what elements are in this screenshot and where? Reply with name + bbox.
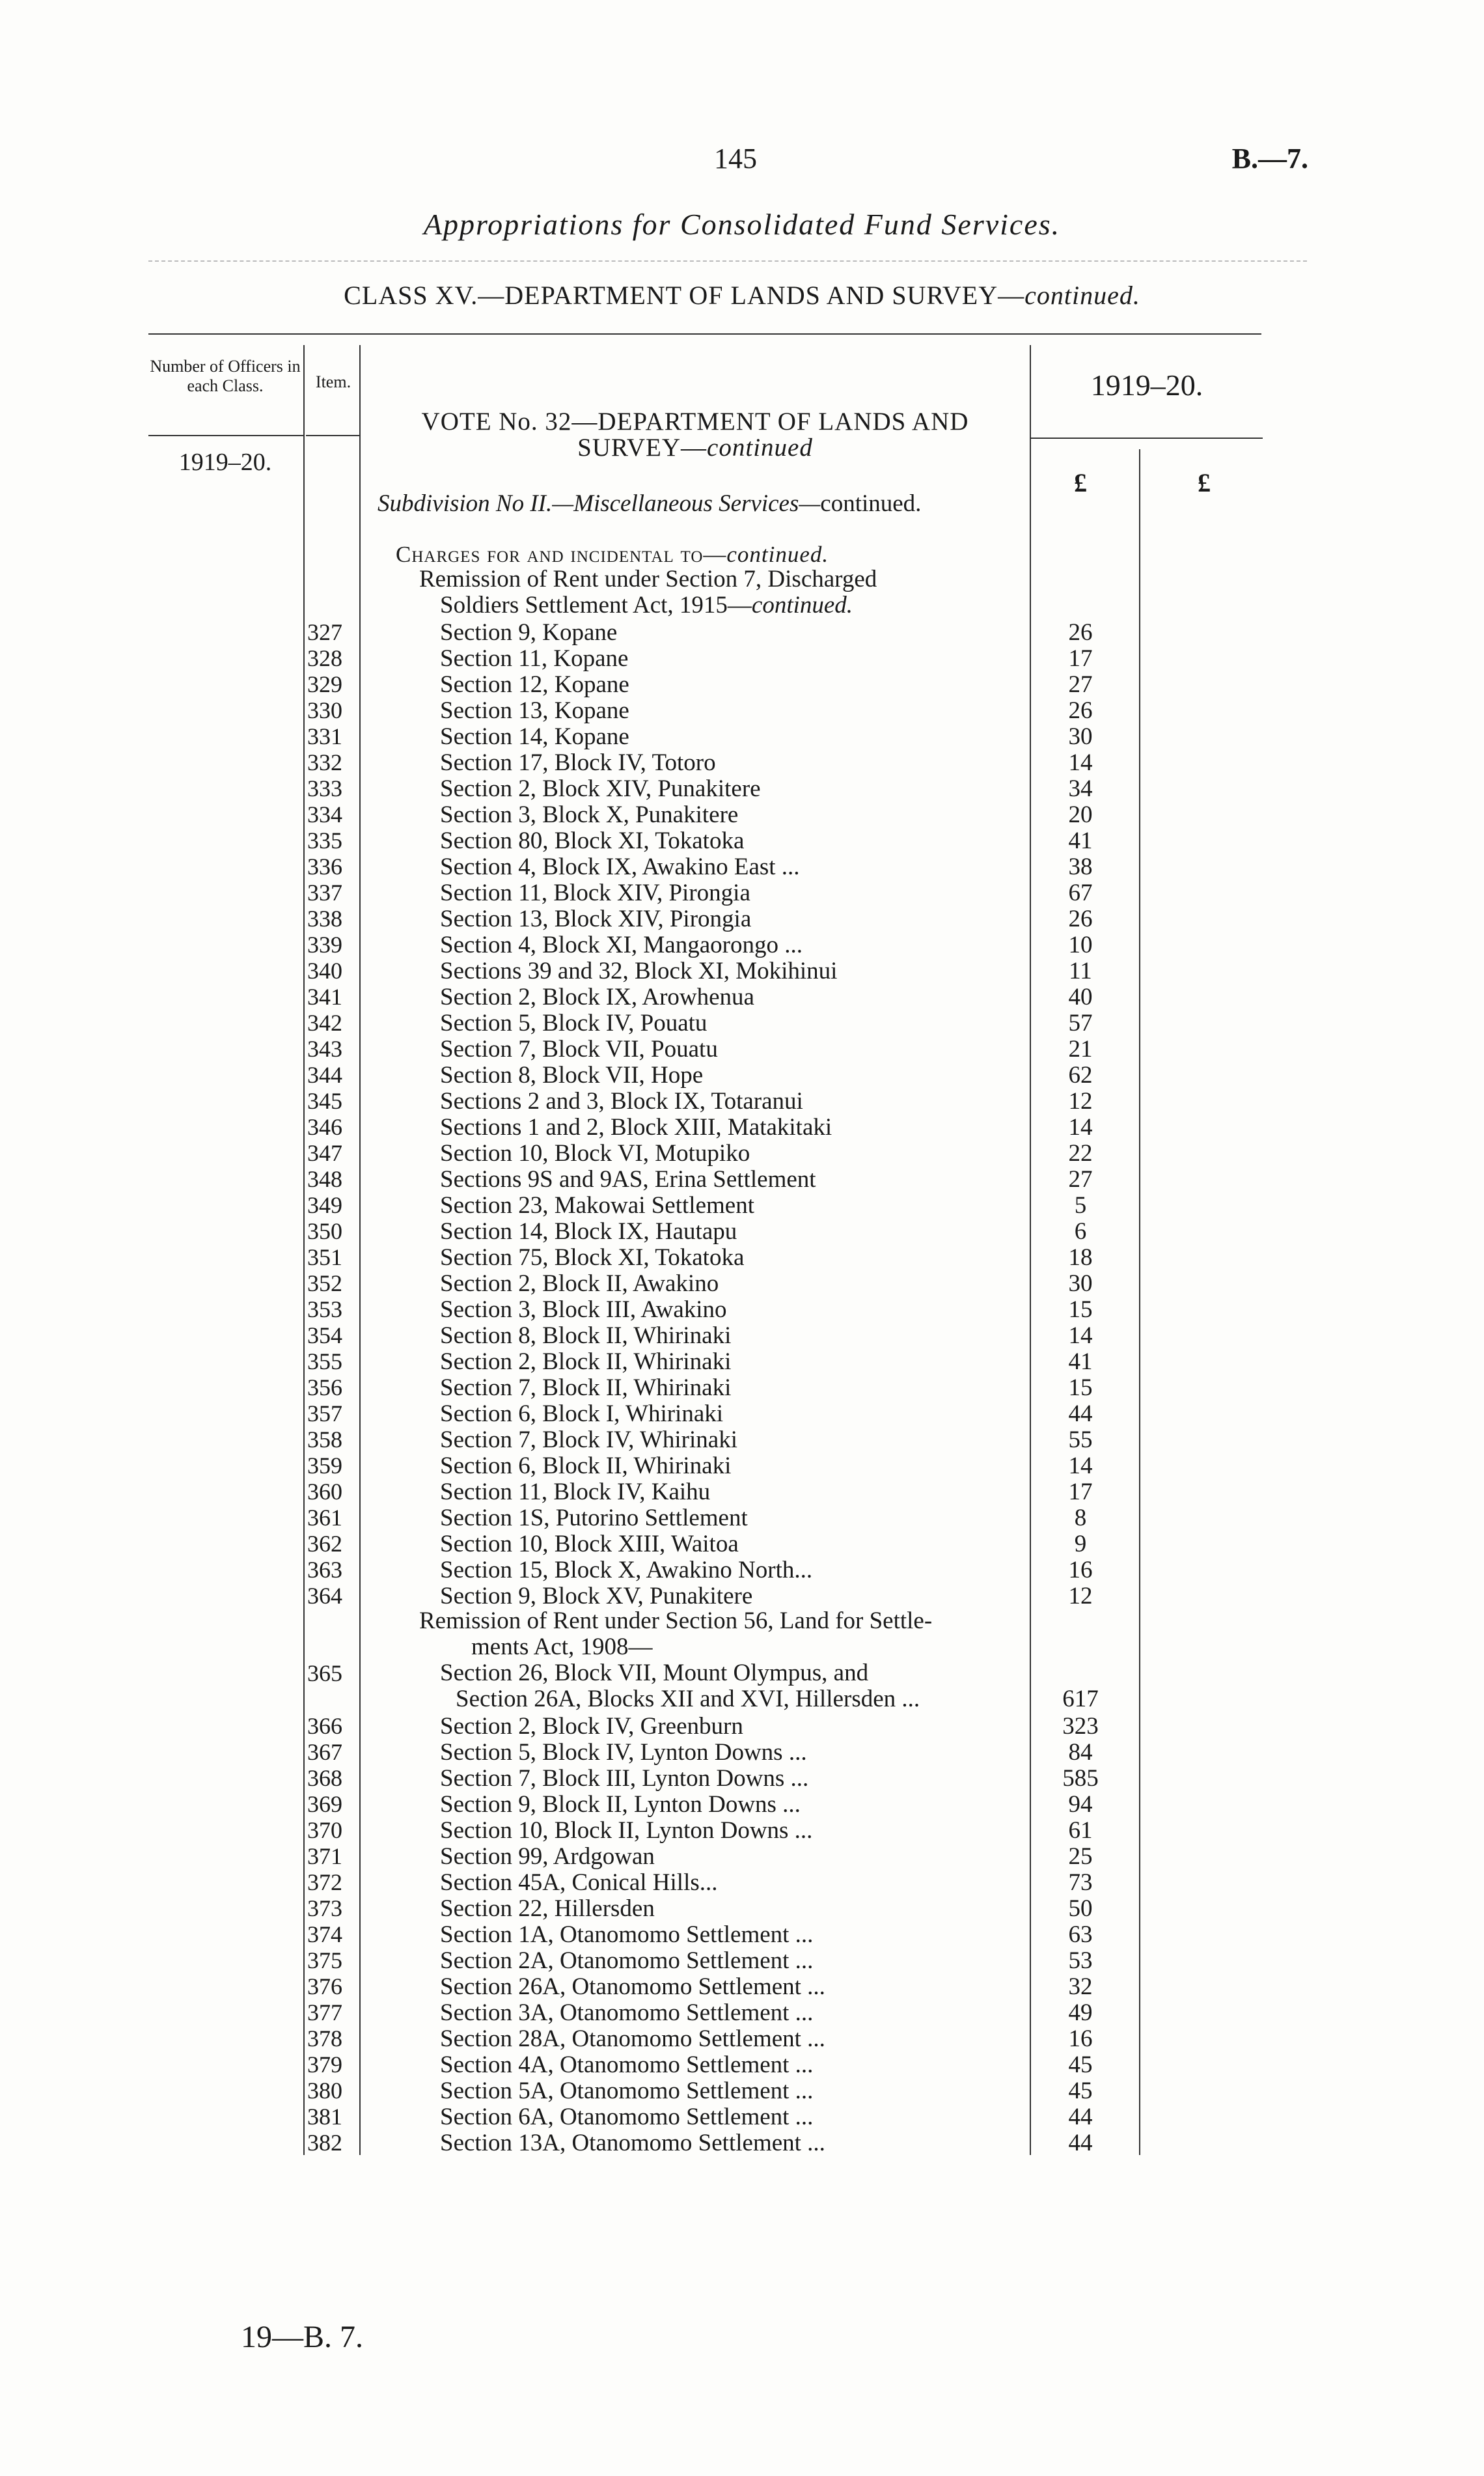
item-amount: 61	[1068, 1817, 1093, 1844]
item-description: Section 17, Block IV, Totoro	[440, 749, 716, 776]
item-amount: 323	[1062, 1713, 1099, 1740]
item-number: 358	[307, 1426, 342, 1453]
item-number: 370	[307, 1817, 342, 1843]
item-amount: 26	[1068, 906, 1093, 932]
item-description: Sections 39 and 32, Block XI, Mokihinui	[440, 958, 838, 984]
page-title: Appropriations for Consolidated Fund Services.	[423, 208, 1061, 241]
item-amount: 15	[1068, 1296, 1093, 1323]
item-number: 367	[307, 1739, 342, 1765]
charges-continued: continued.	[726, 542, 829, 567]
vote-title-continued: continued	[707, 434, 813, 462]
item-amount: 45	[1068, 2078, 1093, 2104]
class-heading	[0, 280, 1484, 311]
item-amount: 55	[1068, 1426, 1093, 1453]
item-description: Sections 9S and 9AS, Erina Settlement	[440, 1166, 816, 1193]
item-description: Section 80, Block XI, Tokatoka	[440, 828, 745, 854]
item-number: 379	[307, 2052, 342, 2078]
item-description: Section 9, Block XV, Punakitere	[440, 1583, 753, 1609]
item-number: 355	[307, 1348, 342, 1374]
item-column-header: Item.	[315, 372, 351, 391]
item-description: Section 10, Block XIII, Waitoa	[440, 1531, 739, 1557]
item-description: Section 75, Block XI, Tokatoka	[440, 1244, 745, 1271]
item-number: 369	[307, 1791, 342, 1817]
item-number: 347	[307, 1140, 342, 1166]
item-description: Section 13, Block XIV, Pirongia	[440, 906, 752, 932]
item-amount: 84	[1068, 1739, 1093, 1766]
item-number: 344	[307, 1062, 342, 1088]
subdivision-heading	[378, 490, 1028, 518]
amount-column-divider	[1139, 449, 1140, 2155]
item-description: Section 3, Block III, Awakino	[440, 1296, 727, 1323]
item-number: 381	[307, 2104, 342, 2130]
item-amount: 14	[1068, 1114, 1093, 1141]
item-number: 336	[307, 854, 342, 880]
item-description: Section 7, Block II, Whirinaki	[440, 1374, 732, 1401]
item-number: 371	[307, 1843, 342, 1869]
item-amount: 73	[1068, 1869, 1093, 1896]
item-amount: 15	[1068, 1374, 1093, 1401]
item-description: Section 2A, Otanomomo Settlement ...	[440, 1947, 814, 1974]
item-description: Section 28A, Otanomomo Settlement ...	[440, 2025, 825, 2052]
item-description: Section 7, Block VII, Pouatu	[440, 1036, 718, 1063]
item-number: 364	[307, 1583, 342, 1609]
item-number: 375	[307, 1947, 342, 1973]
item-number: 337	[307, 880, 342, 906]
item-amount: 38	[1068, 854, 1093, 880]
item-number: 340	[307, 958, 342, 984]
document-reference: B.—7.	[1231, 143, 1308, 174]
item-amount: 22	[1068, 1140, 1093, 1167]
item-amount: 63	[1068, 1921, 1093, 1948]
item-description: Section 2, Block IV, Greenburn	[440, 1713, 743, 1740]
item-number: 348	[307, 1166, 342, 1192]
item-description: Section 14, Kopane	[440, 723, 629, 750]
charges-heading	[396, 542, 1027, 568]
item-number: 373	[307, 1895, 342, 1921]
item-amount: 94	[1068, 1791, 1093, 1818]
item-description: Section 10, Block II, Lynton Downs ...	[440, 1817, 813, 1844]
item-number: 362	[307, 1531, 342, 1557]
item-amount: 32	[1068, 1973, 1093, 2000]
item-amount: 12	[1068, 1583, 1093, 1609]
item-amount: 30	[1068, 723, 1093, 750]
subdivision-title: Subdivision No II.—Miscellaneous Services—	[378, 490, 821, 517]
item-amount: 12	[1068, 1088, 1093, 1115]
item-amount: 14	[1068, 1322, 1093, 1349]
item-number: 334	[307, 801, 342, 828]
item-number: 377	[307, 1999, 342, 2025]
item-number: 341	[307, 984, 342, 1010]
item-number: 360	[307, 1479, 342, 1505]
item-description: Sections 2 and 3, Block IX, Totaranui	[440, 1088, 803, 1115]
item-number: 331	[307, 723, 342, 749]
item-description: Section 9, Block II, Lynton Downs ...	[440, 1791, 801, 1818]
class-heading-text: CLASS XV.—DEPARTMENT OF LANDS AND SURVEY—	[344, 281, 1025, 310]
page-number: 145	[714, 143, 757, 174]
item-description: Section 6, Block I, Whirinaki	[440, 1400, 724, 1427]
item-description: Section 1A, Otanomomo Settlement ...	[440, 1921, 814, 1948]
remission-section-56-line-1: Remission of Rent under Section 56, Land for Settle-	[419, 1607, 933, 1634]
item-amount: 25	[1068, 1843, 1093, 1870]
item-amount: 14	[1068, 749, 1093, 776]
item-number: 349	[307, 1192, 342, 1218]
item-365-description-line-1: Section 26, Block VII, Mount Olympus, and	[440, 1660, 869, 1686]
item-number: 332	[307, 749, 342, 775]
item-description: Section 99, Ardgowan	[440, 1843, 655, 1870]
item-description: Section 11, Block XIV, Pirongia	[440, 880, 750, 906]
item-amount: 17	[1068, 645, 1093, 672]
item-number: 361	[307, 1505, 342, 1531]
item-description: Section 45A, Conical Hills...	[440, 1869, 718, 1896]
pound-header-2: £	[1198, 468, 1211, 497]
item-description: Section 1S, Putorino Settlement	[440, 1505, 748, 1531]
item-amount: 30	[1068, 1270, 1093, 1297]
item-number: 363	[307, 1557, 342, 1583]
item-description: Section 2, Block II, Awakino	[440, 1270, 719, 1297]
item-number: 380	[307, 2078, 342, 2104]
vote-title-survey: SURVEY—	[577, 434, 708, 462]
item-amount: 34	[1068, 775, 1093, 802]
item-description: Section 3A, Otanomomo Settlement ...	[440, 1999, 814, 2026]
item-number: 368	[307, 1765, 342, 1791]
item-description: Section 4, Block IX, Awakino East ...	[440, 854, 800, 880]
item-description: Section 11, Kopane	[440, 645, 629, 672]
item-description: Section 4, Block XI, Mangaorongo ...	[440, 932, 803, 958]
item-365-number: 365	[307, 1660, 342, 1686]
vote-title-line-2	[362, 435, 1028, 461]
item-amount: 27	[1068, 1166, 1093, 1193]
item-365-description-line-2: Section 26A, Blocks XII and XVI, Hillersden ...	[456, 1686, 920, 1712]
item-amount: 18	[1068, 1244, 1093, 1271]
item-amount: 17	[1068, 1479, 1093, 1505]
item-description: Section 5, Block IV, Pouatu	[440, 1010, 708, 1036]
page-footer-signature: 19—B. 7.	[241, 2320, 364, 2354]
table-top-rule	[148, 333, 1261, 335]
item-amount: 44	[1068, 2130, 1093, 2156]
item-number: 356	[307, 1374, 342, 1400]
item-number: 345	[307, 1088, 342, 1114]
item-number: 333	[307, 775, 342, 801]
item-number: 359	[307, 1453, 342, 1479]
item-description: Section 14, Block IX, Hautapu	[440, 1218, 737, 1245]
item-amount: 21	[1068, 1036, 1093, 1063]
year-column-header: 1919–20.	[1090, 369, 1203, 402]
item-amount: 6	[1074, 1218, 1087, 1245]
item-number: 351	[307, 1244, 342, 1270]
item-number: 335	[307, 828, 342, 854]
item-column-divider	[359, 345, 361, 2155]
remission-section-7-line-2	[440, 592, 1026, 619]
charges-text: Charges for and incidental to—	[396, 542, 727, 567]
item-amount: 57	[1068, 1010, 1093, 1036]
item-description: Section 5, Block IV, Lynton Downs ...	[440, 1739, 807, 1766]
item-description: Section 11, Block IV, Kaihu	[440, 1479, 711, 1505]
item-number: 350	[307, 1218, 342, 1244]
officers-column-header: Number of Officers in each Class.	[150, 357, 301, 395]
item-number: 327	[307, 619, 342, 645]
vote-title-line-1: VOTE No. 32—DEPARTMENT OF LANDS AND	[421, 408, 969, 436]
item-amount: 16	[1068, 1557, 1093, 1583]
remission-section-7-act: Soldiers Settlement Act, 1915—	[440, 592, 752, 619]
item-number: 376	[307, 1973, 342, 1999]
item-description: Section 3, Block X, Punakitere	[440, 801, 739, 828]
item-number: 378	[307, 2025, 342, 2052]
item-amount: 8	[1074, 1505, 1087, 1531]
item-amount: 41	[1068, 1348, 1093, 1375]
item-amount: 5	[1074, 1192, 1087, 1219]
class-heading-continued: continued.	[1024, 281, 1140, 310]
item-description: Section 15, Block X, Awakino North...	[440, 1557, 813, 1583]
item-amount: 9	[1074, 1531, 1087, 1557]
item-description: Section 6, Block II, Whirinaki	[440, 1453, 732, 1479]
item-description: Section 12, Kopane	[440, 671, 629, 698]
item-number: 339	[307, 932, 342, 958]
item-amount: 26	[1068, 619, 1093, 646]
item-description: Section 7, Block IV, Whirinaki	[440, 1426, 737, 1453]
item-amount: 14	[1068, 1453, 1093, 1479]
item-amount: 26	[1068, 697, 1093, 724]
subdivision-continued: continued.	[820, 490, 922, 517]
item-description: Section 8, Block VII, Hope	[440, 1062, 704, 1089]
item-number: 357	[307, 1400, 342, 1426]
item-amount: 50	[1068, 1895, 1093, 1922]
item-number: 329	[307, 671, 342, 697]
item-number: 343	[307, 1036, 342, 1062]
item-description: Section 4A, Otanomomo Settlement ...	[440, 2052, 814, 2078]
item-description: Section 13A, Otanomomo Settlement ...	[440, 2130, 825, 2156]
officers-year-header: 1919–20.	[178, 449, 272, 476]
item-amount: 41	[1068, 828, 1093, 854]
item-description: Section 2, Block II, Whirinaki	[440, 1348, 732, 1375]
item-description: Section 2, Block XIV, Punakitere	[440, 775, 761, 802]
item-number: 328	[307, 645, 342, 671]
item-amount: 585	[1062, 1765, 1099, 1792]
item-amount: 20	[1068, 801, 1093, 828]
item-amount: 67	[1068, 880, 1093, 906]
item-amount: 44	[1068, 1400, 1093, 1427]
item-amount: 44	[1068, 2104, 1093, 2130]
pound-header-1: £	[1074, 468, 1087, 497]
item-number: 366	[307, 1713, 342, 1739]
item-amount: 49	[1068, 1999, 1093, 2026]
remission-section-56-line-2: ments Act, 1908—	[471, 1634, 653, 1660]
officers-header-rule	[148, 435, 305, 436]
item-description: Section 7, Block III, Lynton Downs ...	[440, 1765, 809, 1792]
item-number: 330	[307, 697, 342, 723]
year-header-rule	[1031, 438, 1263, 439]
item-number: 342	[307, 1010, 342, 1036]
item-number: 372	[307, 1869, 342, 1895]
item-number: 354	[307, 1322, 342, 1348]
officers-column-divider	[303, 345, 305, 2155]
item-number: 382	[307, 2130, 342, 2156]
item-description: Section 22, Hillersden	[440, 1895, 655, 1922]
item-365-amount: 617	[1062, 1686, 1099, 1712]
item-number: 346	[307, 1114, 342, 1140]
title-divider	[148, 260, 1307, 262]
item-description: Section 10, Block VI, Motupiko	[440, 1140, 750, 1167]
description-column-divider	[1030, 345, 1031, 2155]
item-number: 353	[307, 1296, 342, 1322]
item-amount: 16	[1068, 2025, 1093, 2052]
item-amount: 10	[1068, 932, 1093, 958]
item-amount: 53	[1068, 1947, 1093, 1974]
item-amount: 11	[1069, 958, 1092, 984]
remission-section-7-line-1: Remission of Rent under Section 7, Discharged	[419, 566, 877, 592]
item-number: 338	[307, 906, 342, 932]
item-description: Section 6A, Otanomomo Settlement ...	[440, 2104, 814, 2130]
item-amount: 62	[1068, 1062, 1093, 1089]
item-description: Section 26A, Otanomomo Settlement ...	[440, 1973, 825, 2000]
item-description: Section 13, Kopane	[440, 697, 629, 724]
item-description: Section 5A, Otanomomo Settlement ...	[440, 2078, 814, 2104]
item-amount: 40	[1068, 984, 1093, 1010]
item-number: 374	[307, 1921, 342, 1947]
remission-section-7-continued: continued.	[751, 592, 853, 619]
item-description: Section 23, Makowai Settlement	[440, 1192, 754, 1219]
item-description: Section 9, Kopane	[440, 619, 618, 646]
item-header-rule	[306, 435, 359, 436]
item-number: 352	[307, 1270, 342, 1296]
item-description: Section 8, Block II, Whirinaki	[440, 1322, 732, 1349]
item-description: Sections 1 and 2, Block XIII, Matakitaki	[440, 1114, 832, 1141]
item-description: Section 2, Block IX, Arowhenua	[440, 984, 754, 1010]
item-amount: 45	[1068, 2052, 1093, 2078]
item-amount: 27	[1068, 671, 1093, 698]
